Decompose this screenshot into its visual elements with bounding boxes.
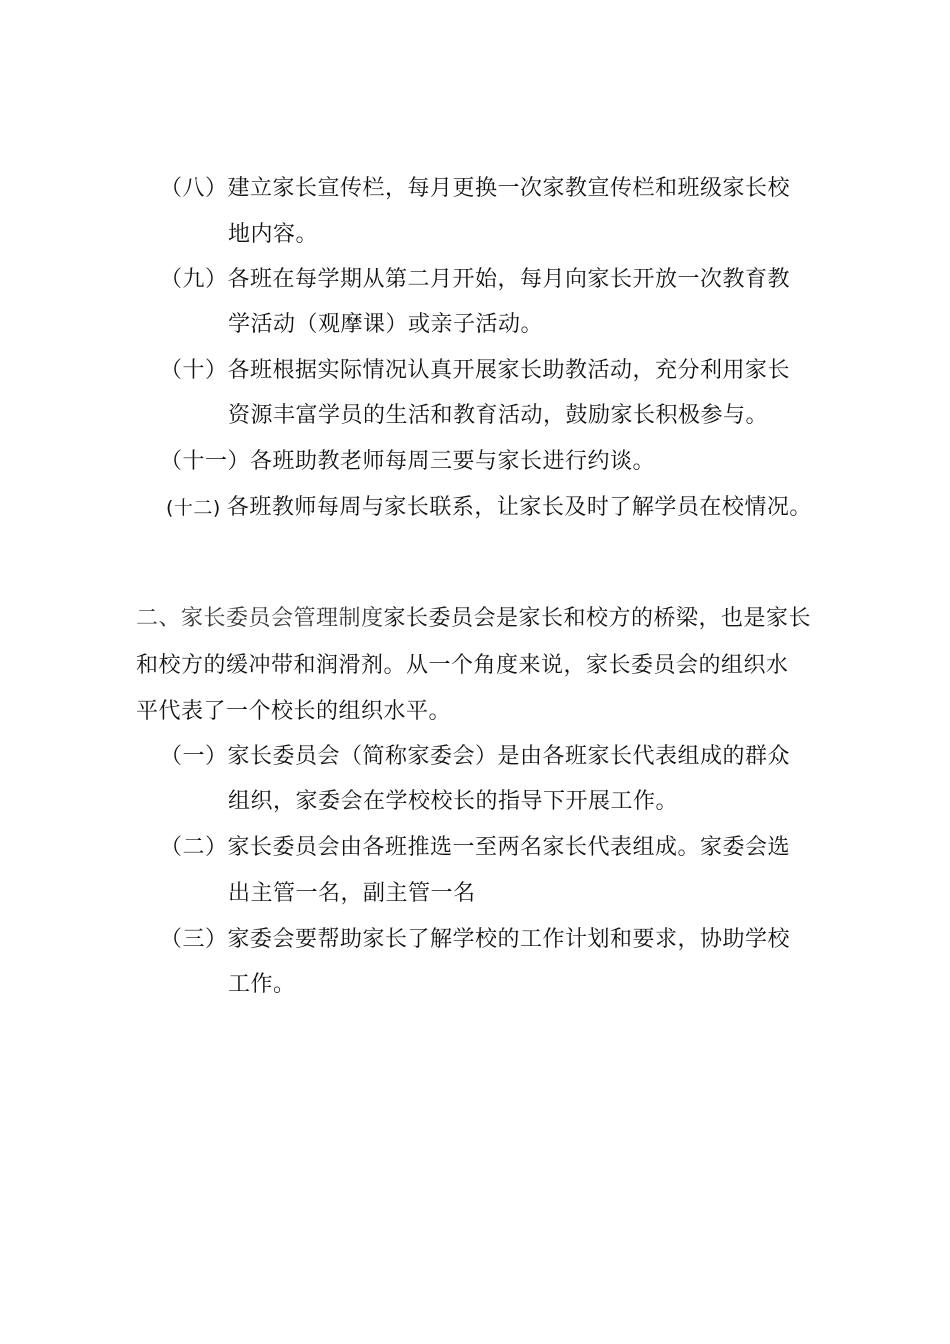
list-item-s2-3-text-2: 工作。 [228, 972, 296, 997]
list-item-11-line-1 [160, 447, 655, 477]
list-item-s2-3-text-1: 家委会要帮助家长了解学校的工作计划和要求，协助学校 [227, 927, 791, 952]
list-item-s2-1-line-1 [160, 742, 790, 772]
list-item-s2-1-text-1: 家长委员会（简称家委会）是由各班家长代表组成的群众 [227, 744, 791, 769]
list-marker-s2-3: （三） [160, 927, 228, 952]
list-item-s2-1-text-2: 组织，家委会在学校校长的指导下开展工作。 [228, 789, 679, 814]
list-marker-10: （十） [160, 358, 228, 383]
list-item-9-line-2 [228, 310, 543, 340]
list-marker-11: （十一） [160, 449, 251, 474]
list-item-8-line-1 [160, 174, 790, 204]
section-2-intro-line-2 [136, 651, 789, 681]
list-marker-8: （八） [160, 176, 228, 201]
list-item-s2-2-line-2 [228, 879, 476, 909]
list-item-s2-2-line-1 [160, 833, 790, 863]
list-item-8-line-2 [228, 220, 318, 250]
list-item-s2-2-text-2: 出主管一名，副主管一名 [228, 881, 476, 906]
section-2-intro-text-2: 和校方的缓冲带和润滑剂。从一个角度来说，家长委员会的组织水 [136, 653, 789, 678]
section-2-intro-text-3: 平代表了一个校长的组织水平。 [136, 699, 452, 724]
list-item-12-line-1 [166, 493, 812, 523]
list-marker-s2-1: （一） [160, 744, 228, 769]
list-item-12-text-1: 各班教师每周与家长联系，让家长及时了解学员在校情况。 [226, 495, 812, 520]
list-item-8-text-1: 建立家长宣传栏，每月更换一次家教宣传栏和班级家长校 [227, 176, 791, 201]
list-item-s2-2-text-1: 家长委员会由各班推选一至两名家长代表组成。家委会选 [227, 835, 791, 860]
section-2-intro-line-3 [136, 697, 451, 727]
list-marker-9: （九） [160, 267, 228, 292]
list-item-s2-3-line-2 [228, 970, 296, 1000]
list-item-s2-3-line-1 [160, 925, 790, 955]
list-item-10-line-2 [228, 401, 768, 431]
list-item-9-text-2: 学活动（观摩课）或亲子活动。 [228, 312, 544, 337]
section-2-intro-line-1 [136, 604, 811, 634]
list-marker-12: (十二) [166, 497, 221, 519]
list-item-9-line-1 [160, 265, 790, 295]
list-item-11-text-1: 各班助教老师每周三要与家长进行约谈。 [250, 449, 656, 474]
section-2-heading: 二、家长委员会管理制度 [136, 606, 384, 631]
list-marker-s2-2: （二） [160, 835, 228, 860]
list-item-10-line-1 [160, 356, 790, 386]
list-item-10-text-1: 各班根据实际情况认真开展家长助教活动，充分利用家长 [227, 358, 791, 383]
section-2-intro-text-1: 家长委员会是家长和校方的桥梁，也是家长 [383, 606, 812, 631]
list-item-9-text-1: 各班在每学期从第二月开始，每月向家长开放一次教育教 [227, 267, 791, 292]
list-item-s2-1-line-2 [228, 787, 678, 817]
list-item-10-text-2: 资源丰富学员的生活和教育活动，鼓励家长积极参与。 [228, 403, 769, 428]
list-item-8-text-2: 地内容。 [228, 222, 319, 247]
